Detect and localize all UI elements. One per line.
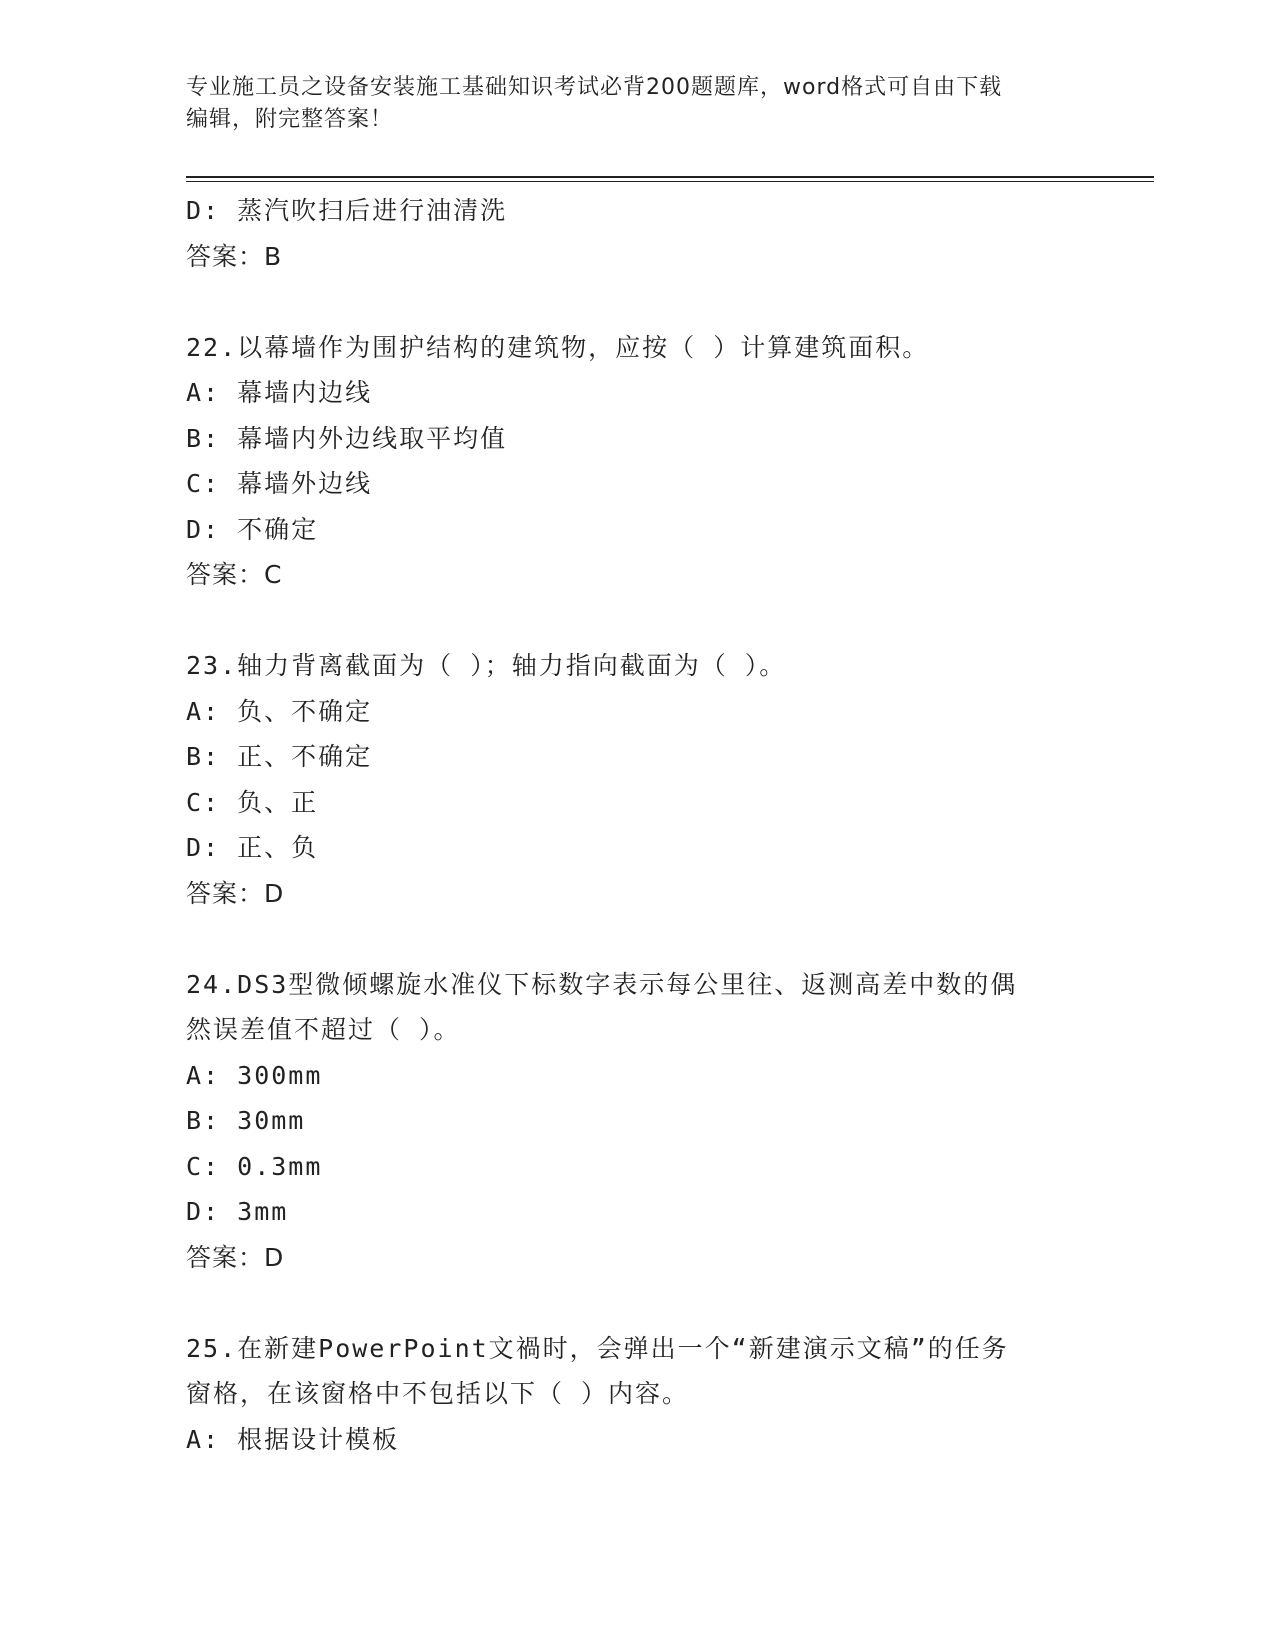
question-stem: 23.轴力背离截面为（ ）；轴力指向截面为（ ）。 xyxy=(186,651,787,680)
option-d: D: 蒸汽吹扫后进行油清洗 xyxy=(186,196,508,225)
answer-line: 答案：B xyxy=(186,241,283,271)
header-line-2: 编辑，附完整答案！ xyxy=(186,107,394,132)
option-d: D: 正、负 xyxy=(186,833,319,862)
option-d: D: 3mm xyxy=(186,1197,289,1226)
spacer xyxy=(186,916,1086,962)
question-25 xyxy=(186,1326,1086,1463)
answer-line: 答案：C xyxy=(186,560,283,589)
option-a: A: 根据设计模板 xyxy=(186,1424,400,1454)
question-stem-line-2: 窗格，在该窗格中不包括以下（ ）内容。 xyxy=(186,1379,690,1408)
answer-line: 答案：D xyxy=(186,1242,285,1272)
option-a: A: 负、不确定 xyxy=(186,696,373,726)
question-stem: 22.以幕墙作为围护结构的建筑物，应按（ ）计算建筑面积。 xyxy=(186,332,930,362)
option-c: C: 幕墙外边线 xyxy=(186,469,373,498)
option-b: B: 幕墙内外边线取平均值 xyxy=(186,423,508,453)
question-stem-line-1: 24.DS3型微倾螺旋水准仪下标数字表示每公里往、返测高差中数的偶 xyxy=(186,969,1018,999)
option-c: C: 负、正 xyxy=(186,787,319,817)
answer-line: 答案：D xyxy=(186,878,285,908)
header-rule-thick xyxy=(186,176,1154,178)
option-a: A: 300mm xyxy=(186,1060,323,1090)
option-d: D: 不确定 xyxy=(186,514,319,544)
option-c: C: 0.3mm xyxy=(186,1151,323,1181)
question-stem-line-1: 25.在新建PowerPoint文禍时，会弹出一个“新建演示文稿”的任务 xyxy=(186,1333,1009,1363)
spacer xyxy=(186,279,1086,325)
question-23 xyxy=(186,643,1086,916)
spacer xyxy=(186,598,1086,644)
document-body xyxy=(186,188,1086,1462)
question-24 xyxy=(186,962,1086,1281)
question-21-tail xyxy=(186,188,1086,279)
header-line-1: 专业施工员之设备安装施工基础知识考试必背200题题库，word格式可自由下载 xyxy=(186,75,1003,100)
question-22 xyxy=(186,325,1086,598)
option-b: B: 正、不确定 xyxy=(186,742,373,771)
option-b: B: 30mm xyxy=(186,1106,306,1135)
header-rule-thin xyxy=(186,181,1154,182)
spacer xyxy=(186,1280,1086,1326)
option-a: A: 幕墙内边线 xyxy=(186,378,373,407)
question-stem-line-2: 然误差值不超过（ ）。 xyxy=(186,1015,461,1044)
page-header xyxy=(186,72,1066,136)
